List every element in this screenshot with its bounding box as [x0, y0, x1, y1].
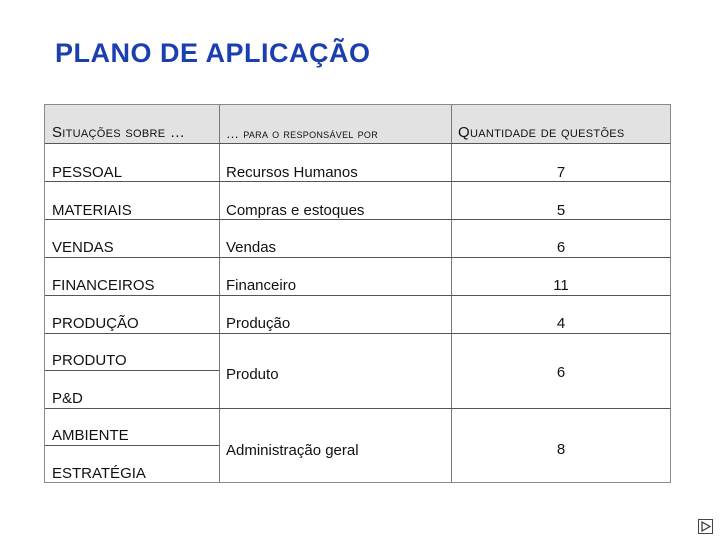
row-divider — [45, 333, 670, 334]
situation-cell: ESTRATÉGIA — [52, 465, 146, 482]
application-plan-table — [44, 104, 671, 483]
count-cell: 8 — [556, 441, 566, 458]
situation-cell: FINANCEIROS — [52, 277, 155, 294]
situation-cell: VENDAS — [52, 239, 114, 256]
next-slide-icon[interactable] — [698, 519, 713, 534]
count-cell: 6 — [556, 364, 566, 381]
situation-cell: AMBIENTE — [52, 427, 129, 444]
row-divider — [45, 219, 670, 220]
situation-cell: P&D — [52, 390, 83, 407]
row-divider — [45, 181, 670, 182]
row-divider — [45, 408, 670, 409]
row-divider — [45, 257, 670, 258]
situation-cell: MATERIAIS — [52, 202, 132, 219]
situation-cell: PRODUTO — [52, 352, 127, 369]
count-cell: 5 — [556, 202, 566, 219]
responsible-cell: Compras e estoques — [226, 202, 365, 219]
count-cell: 4 — [556, 315, 566, 332]
responsible-cell: Vendas — [226, 239, 277, 256]
column-divider — [219, 105, 220, 482]
row-divider — [45, 445, 219, 446]
situation-cell: PESSOAL — [52, 164, 123, 181]
header-question-count: Quantidade de questões — [458, 124, 625, 141]
responsible-cell: Financeiro — [226, 277, 297, 294]
count-cell: 7 — [556, 164, 566, 181]
count-cell: 11 — [553, 277, 569, 294]
responsible-cell: Recursos Humanos — [226, 164, 358, 181]
responsible-cell: Produto — [226, 366, 279, 383]
responsible-cell: Produção — [226, 315, 291, 332]
row-divider — [45, 295, 670, 296]
situation-cell: PRODUÇÃO — [52, 315, 139, 332]
page-title: PLANO DE APLICAÇÃO — [55, 38, 371, 68]
responsible-cell: Administração geral — [226, 442, 359, 459]
count-cell: 6 — [556, 239, 566, 256]
row-divider — [45, 143, 670, 144]
header-responsible: … para o responsável por — [226, 126, 379, 141]
row-divider — [45, 370, 219, 371]
header-situations: Situações sobre … — [52, 124, 186, 141]
